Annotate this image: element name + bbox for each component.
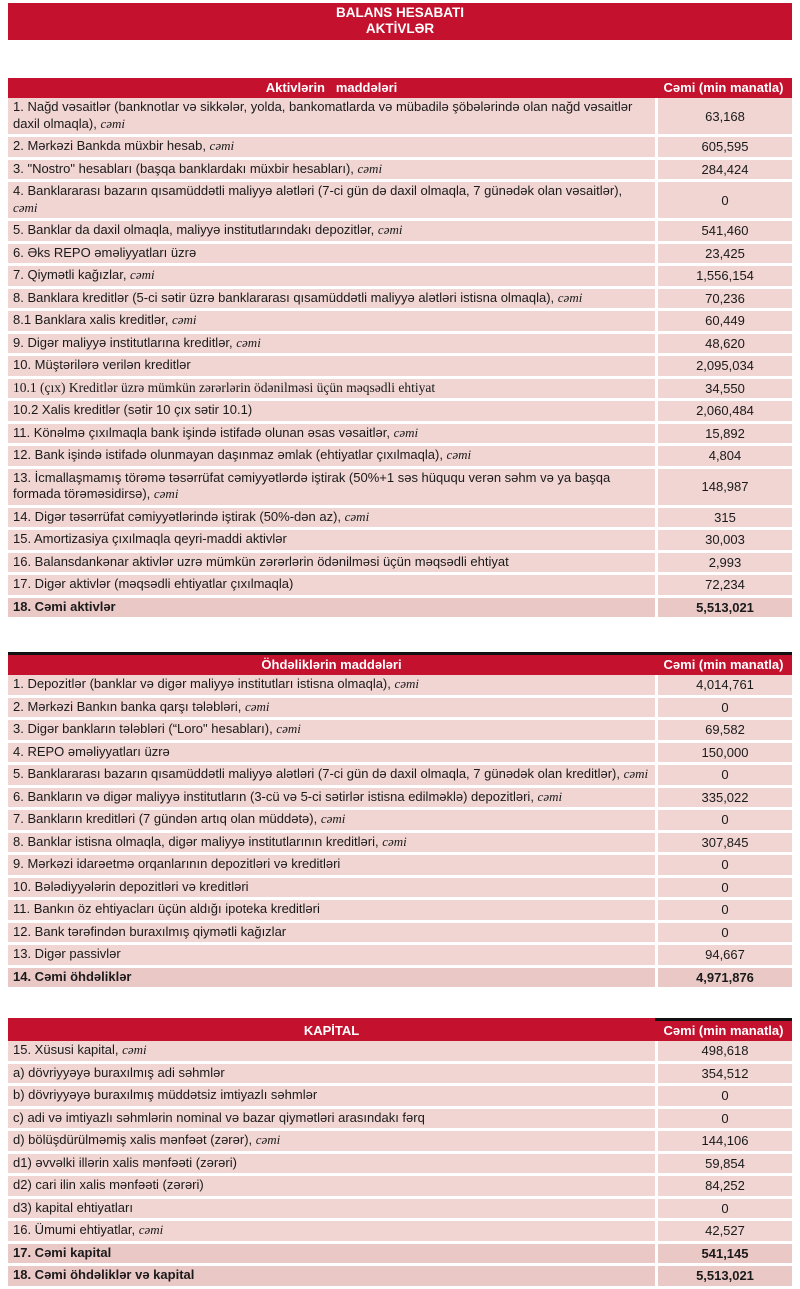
table-row	[8, 469, 792, 508]
table-row	[8, 1199, 792, 1222]
row-label: 10.2 Xalis kreditlər (sətir 10 çıx sətir 10.1)	[8, 401, 658, 421]
row-label: 1. Depozitlər (banklar və digər maliyyə institutları istisna olmaqla), cəmi	[8, 675, 658, 695]
row-label: 8. Banklar istisna olmaqla, digər maliyyə institutlarının kreditləri, cəmi	[8, 833, 658, 853]
value-column-header: Cəmi (min manatla)	[655, 78, 792, 98]
row-value: 69,582	[658, 720, 792, 740]
row-label-suffix: cəmi	[100, 115, 125, 131]
row-label: c) adi və imtiyazlı səhmlərin nominal və bazar qiymətləri arasındakı fərq	[8, 1109, 658, 1129]
row-value: 605,595	[658, 137, 792, 157]
row-label: b) dövriyyəyə buraxılmış müddətsiz imtiyazlı səhmlər	[8, 1086, 658, 1106]
row-value: 70,236	[658, 289, 792, 309]
table-row	[8, 1131, 792, 1154]
row-label: d1) əvvəlki illərin xalis mənfəəti (zərəri)	[8, 1154, 658, 1174]
table-row	[8, 424, 792, 447]
table-row	[8, 553, 792, 576]
row-value: 0	[658, 900, 792, 920]
table-row	[8, 675, 792, 698]
row-value: 84,252	[658, 1176, 792, 1196]
table-row	[8, 221, 792, 244]
row-value: 2,060,484	[658, 401, 792, 421]
assets-table-header	[8, 78, 792, 98]
table-row	[8, 379, 792, 402]
row-label: 16. Ümumi ehtiyatlar, cəmi	[8, 1221, 658, 1241]
row-value: 541,460	[658, 221, 792, 241]
row-label-suffix: cəmi	[357, 160, 383, 176]
liabilities-table-header	[8, 652, 792, 675]
row-label-suffix: cəmi	[130, 267, 155, 282]
row-value: 4,971,876	[658, 968, 792, 988]
row-value: 0	[658, 1199, 792, 1219]
table-row	[8, 182, 792, 221]
row-label: 3. Digər bankların tələbləri (“Loro" hesabları), cəmi	[8, 720, 658, 740]
table-row	[8, 878, 792, 901]
row-label: 18. Cəmi öhdəliklər və kapital	[8, 1266, 658, 1286]
row-label-suffix: cəmi	[276, 721, 301, 736]
table-row	[8, 968, 792, 991]
row-value: 72,234	[658, 575, 792, 595]
row-label-suffix: cəmi	[122, 1042, 147, 1057]
row-label: d3) kapital ehtiyatları	[8, 1199, 658, 1219]
row-label: 2. Mərkəzi Bankda müxbir hesab, cəmi	[8, 137, 658, 157]
row-label-suffix: cəmi	[236, 334, 261, 350]
row-label-suffix: cəmi	[557, 289, 583, 305]
row-label-suffix: cəmi	[153, 486, 179, 501]
table-row	[8, 855, 792, 878]
row-label: 6. Əks REPO əməliyyatları üzrə	[8, 244, 658, 264]
row-value: 307,845	[658, 833, 792, 853]
capital-table-body	[8, 1041, 792, 1289]
row-label: 8. Banklara kreditlər (5-ci sətir üzrə banklararası qısamüddətli maliyyə alətləri istisna olmaqla), cəmi	[8, 289, 658, 309]
table-row	[8, 98, 792, 137]
table-row	[8, 1176, 792, 1199]
row-label: 4. REPO əməliyyatları üzrə	[8, 743, 658, 763]
row-value: 23,425	[658, 244, 792, 264]
table-row	[8, 1041, 792, 1064]
table-row	[8, 508, 792, 531]
table-row	[8, 923, 792, 946]
capital-table	[8, 1018, 792, 1289]
row-label: 2. Mərkəzi Bankın banka qarşı tələbləri, cəmi	[8, 698, 658, 718]
row-label-suffix: cəmi	[393, 424, 419, 440]
table-row	[8, 266, 792, 289]
row-label-suffix: cəmi	[623, 766, 649, 781]
row-label: 11. Könəlmə çıxılmaqla bank işində istifadə olunan əsas vəsaitlər, cəmi	[8, 424, 658, 444]
row-label: 10. Müştərilərə verilən kreditlər	[8, 356, 658, 376]
row-label: 4. Banklararası bazarın qısamüddətli maliyyə alətləri (7-ci gün də daxil olmaqla, 7 günədək olan vəsaitlər), cəmi	[8, 182, 658, 218]
row-value: 1,556,154	[658, 266, 792, 286]
row-value: 335,022	[658, 788, 792, 808]
row-label: a) dövriyyəyə buraxılmış adi səhmlər	[8, 1064, 658, 1084]
table-title: Öhdəliklərin maddələri	[8, 655, 655, 675]
table-row	[8, 833, 792, 856]
row-value: 4,014,761	[658, 675, 792, 695]
table-row	[8, 945, 792, 968]
row-value: 354,512	[658, 1064, 792, 1084]
row-label: 14. Digər təsərrüfat cəmiyyətlərində iştirak (50%-dən az), cəmi	[8, 508, 658, 528]
row-value: 0	[658, 698, 792, 718]
table-row	[8, 334, 792, 357]
table-title: KAPİTAL	[8, 1018, 655, 1041]
row-label: 12. Bank tərəfindən buraxılmış qiymətli kağızlar	[8, 923, 658, 943]
row-label: d2) cari ilin xalis mənfəəti (zərəri)	[8, 1176, 658, 1196]
row-label-suffix: cəmi	[382, 833, 407, 849]
liabilities-table-body	[8, 675, 792, 990]
table-row	[8, 137, 792, 160]
table-row	[8, 1221, 792, 1244]
table-row	[8, 810, 792, 833]
row-value: 48,620	[658, 334, 792, 354]
table-row	[8, 244, 792, 267]
table-row	[8, 311, 792, 334]
table-row	[8, 1266, 792, 1289]
row-label-suffix: cəmi	[13, 199, 38, 215]
row-label: 7. Bankların kreditləri (7 gündən artıq olan müddətə), cəmi	[8, 810, 658, 830]
liabilities-table	[8, 652, 792, 990]
row-label-suffix: cəmi	[171, 312, 197, 327]
row-value: 59,854	[658, 1154, 792, 1174]
row-label: 7. Qiymətli kağızlar, cəmi	[8, 266, 658, 286]
row-label: 8.1 Banklara xalis kreditlər, cəmi	[8, 311, 658, 331]
row-label-suffix: cəmi	[446, 447, 472, 462]
row-label: 5. Banklar da daxil olmaqla, maliyyə institutlarındakı depozitlər, cəmi	[8, 221, 658, 241]
row-label-suffix: cəmi	[377, 222, 403, 237]
table-row	[8, 720, 792, 743]
table-row	[8, 530, 792, 553]
row-label: 10.1 (çıx) Kreditlər üzrə mümkün zərərlərin ödənilməsi üçün məqsədli ehtiyat	[8, 379, 658, 399]
table-row	[8, 765, 792, 788]
value-column-header: Cəmi (min manatla)	[655, 655, 792, 675]
row-label-suffix: cəmi	[255, 1132, 281, 1147]
row-value: 5,513,021	[658, 598, 792, 618]
table-row	[8, 1244, 792, 1267]
row-label: 13. İcmallaşmamış törəmə təsərrüfat cəmiyyətlərdə iştirak (50%+1 səs hüququ verən səhm və ya başqa formada törəməsidirsə), cəmi	[8, 469, 658, 505]
row-value: 541,145	[658, 1244, 792, 1264]
table-row	[8, 401, 792, 424]
assets-table	[8, 78, 792, 620]
table-row	[8, 743, 792, 766]
row-label-suffix: cəmi	[244, 698, 270, 714]
table-row	[8, 446, 792, 469]
row-label: 9. Mərkəzi idarəetmə orqanlarının depozitləri və kreditləri	[8, 855, 658, 875]
row-value: 144,106	[658, 1131, 792, 1151]
row-value: 94,667	[658, 945, 792, 965]
row-value: 34,550	[658, 379, 792, 399]
row-value: 148,987	[658, 469, 792, 505]
row-label: 16. Balansdankənar aktivlər uzrə mümkün zərərlərin ödənilməsi üçün məqsədli ehtiyat	[8, 553, 658, 573]
row-label: 10. Bələdiyyələrin depozitləri və kreditləri	[8, 878, 658, 898]
row-value: 2,095,034	[658, 356, 792, 376]
row-label: 1. Nağd vəsaitlər (banknotlar və sikkələr, yolda, bankomatlarda və mübadilə şöbələrində olan nağd vəsaitlər daxil olmaqla), cəmi	[8, 98, 658, 134]
row-label-suffix: cəmi	[344, 508, 370, 524]
row-value: 4,804	[658, 446, 792, 466]
report-title	[8, 3, 792, 40]
row-label: 11. Bankın öz ehtiyacları üçün aldığı ipoteka kreditləri	[8, 900, 658, 920]
row-value: 0	[658, 878, 792, 898]
row-value: 15,892	[658, 424, 792, 444]
table-row	[8, 698, 792, 721]
row-label-suffix: cəmi	[209, 138, 235, 153]
row-label: 3. "Nostro" hesabları (başqa banklardakı müxbir hesabları), cəmi	[8, 160, 658, 180]
row-label-suffix: cəmi	[537, 788, 563, 804]
table-row	[8, 900, 792, 923]
row-label: 12. Bank işində istifadə olunmayan daşınmaz əmlak (ehtiyatlar çıxılmaqla), cəmi	[8, 446, 658, 466]
row-value: 30,003	[658, 530, 792, 550]
row-value: 0	[658, 923, 792, 943]
row-label: 18. Cəmi aktivlər	[8, 598, 658, 618]
table-row	[8, 1064, 792, 1087]
table-row	[8, 598, 792, 621]
table-row	[8, 1154, 792, 1177]
row-label: 13. Digər passivlər	[8, 945, 658, 965]
report-title-line1: BALANS HESABATI	[336, 5, 464, 20]
table-row	[8, 289, 792, 312]
row-label: 15. Xüsusi kapital, cəmi	[8, 1041, 658, 1061]
row-label: 5. Banklararası bazarın qısamüddətli maliyyə alətləri (7-ci gün də daxil olmaqla, 7 günədək olan kreditlər), cəmi	[8, 765, 658, 785]
row-label: 17. Cəmi kapital	[8, 1244, 658, 1264]
table-row	[8, 788, 792, 811]
assets-table-body	[8, 98, 792, 620]
row-label: 9. Digər maliyyə institutlarına kreditlər, cəmi	[8, 334, 658, 354]
table-title: Aktivlərin maddələri	[8, 78, 655, 98]
row-value: 0	[658, 765, 792, 785]
report-title-line2: AKTİVLƏR	[365, 21, 435, 36]
row-value: 0	[658, 1109, 792, 1129]
row-label-suffix: cəmi	[394, 676, 420, 691]
row-label-suffix: cəmi	[320, 811, 346, 826]
row-value: 315	[658, 508, 792, 528]
row-value: 60,449	[658, 311, 792, 331]
row-value: 2,993	[658, 553, 792, 573]
row-label: 6. Bankların və digər maliyyə institutların (3-cü və 5-ci sətirlər istisna edilməklə) depozitləri, cəmi	[8, 788, 658, 808]
row-label-suffix: cəmi	[138, 1222, 164, 1237]
table-row	[8, 160, 792, 183]
row-value: 284,424	[658, 160, 792, 180]
row-value: 0	[658, 855, 792, 875]
row-value: 0	[658, 1086, 792, 1106]
row-value: 63,168	[658, 98, 792, 134]
row-label: 15. Amortizasiya çıxılmaqla qeyri-maddi aktivlər	[8, 530, 658, 550]
row-label: d) bölüşdürülməmiş xalis mənfəət (zərər), cəmi	[8, 1131, 658, 1151]
row-value: 0	[658, 182, 792, 218]
row-value: 0	[658, 810, 792, 830]
table-row	[8, 575, 792, 598]
row-value: 42,527	[658, 1221, 792, 1241]
row-label: 14. Cəmi öhdəliklər	[8, 968, 658, 988]
value-column-header: Cəmi (min manatla)	[655, 1018, 792, 1041]
row-value: 150,000	[658, 743, 792, 763]
row-value: 5,513,021	[658, 1266, 792, 1286]
table-row	[8, 1109, 792, 1132]
capital-table-header	[8, 1018, 792, 1041]
row-value: 498,618	[658, 1041, 792, 1061]
row-label: 17. Digər aktivlər (məqsədli ehtiyatlar çıxılmaqla)	[8, 575, 658, 595]
table-row	[8, 356, 792, 379]
table-row	[8, 1086, 792, 1109]
